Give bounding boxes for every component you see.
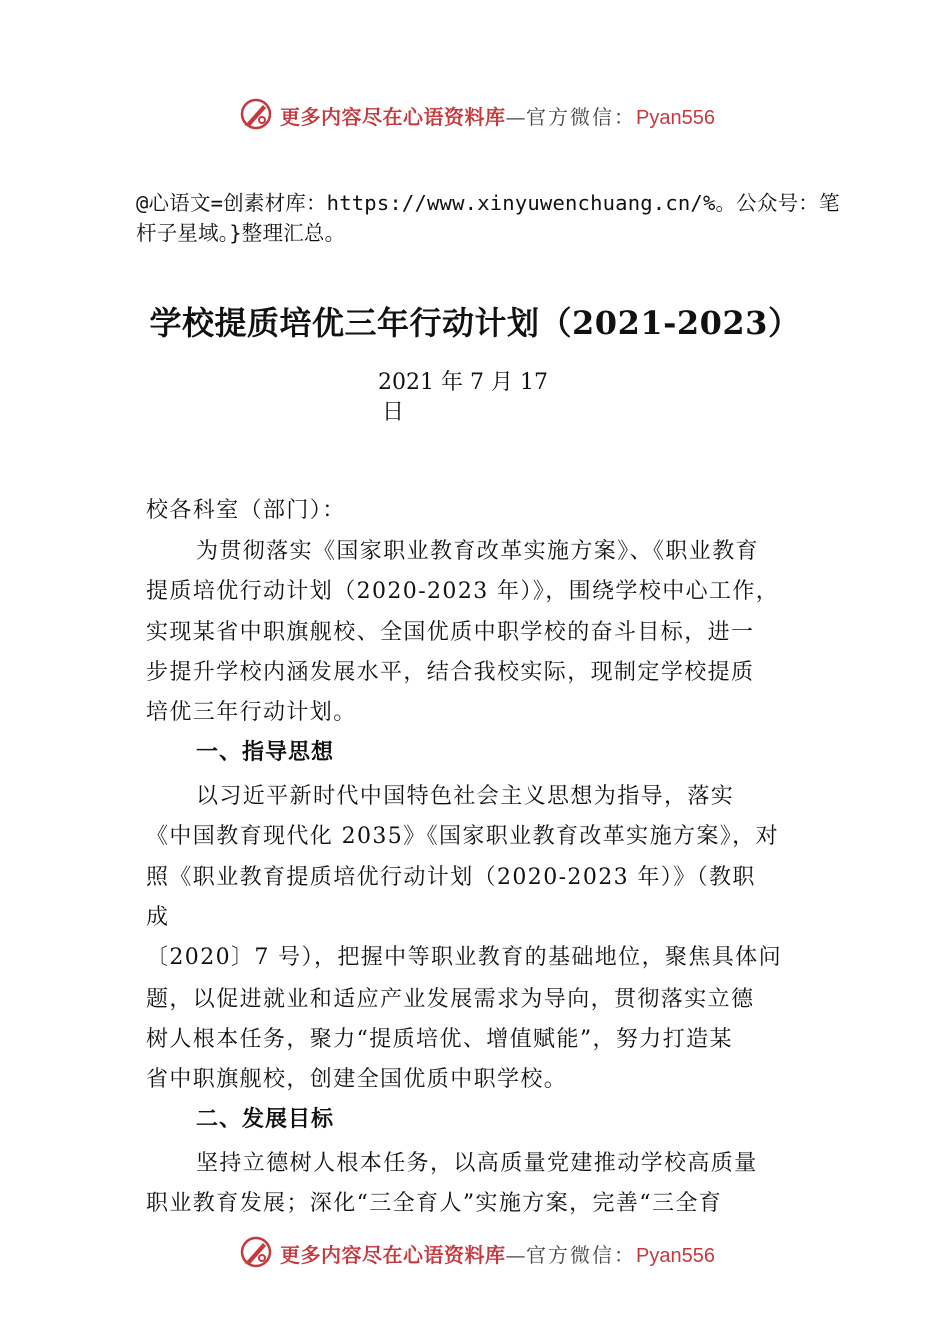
paragraph-line: 步提升学校内涵发展水平，结合我校实际，现制定学校提质 [146, 660, 755, 685]
banner-wechat-id: Pyan556 [636, 107, 715, 129]
banner-text [280, 1239, 715, 1268]
paragraph-line: 为贯彻落实《国家职业教育改革实施方案》、《职业教育 [196, 539, 760, 564]
pen-nib-logo-icon [238, 96, 274, 132]
document-date [378, 368, 558, 428]
banner-dash: — [505, 105, 526, 129]
paragraph-line: 省中职旗舰校，创建全国优质中职学校。 [146, 1067, 568, 1092]
paragraph-line: 《中国教育现代化 2035》《国家职业教育改革实施方案》，对 [146, 824, 779, 849]
paragraph-line: 提质培优行动计划（2020-2023 年）》，围绕学校中心工作， [146, 579, 780, 604]
paragraph-line: 题，以促进就业和适应产业发展需求为导向，贯彻落实立德 [146, 987, 755, 1012]
header-banner [0, 96, 950, 132]
paragraph-line: 实现某省中职旗舰校、全国优质中职学校的奋斗目标，进一 [146, 620, 755, 645]
banner-main-text: 更多内容尽在心语资料库 [280, 1243, 506, 1267]
date-line-2: 日 [382, 400, 405, 425]
paragraph-line: 照《职业教育提质培优行动计划（2020-2023 年）》（教职 [146, 865, 756, 890]
banner-text [280, 101, 715, 130]
footer-banner [0, 1234, 950, 1270]
document-title: 学校提质培优三年行动计划（2021-2023） [149, 304, 801, 342]
banner-wechat-id: Pyan556 [636, 1245, 715, 1267]
salutation: 校各科室（部门）： [146, 498, 346, 523]
paragraph-line: 〔2020〕7 号），把握中等职业教育的基础地位，聚焦具体问 [146, 945, 782, 970]
source-note: @心语文=创素材库：https://www.xinyuwenchuang.cn/%。公众号：笔杆子星域。}整理汇总。 [136, 191, 840, 245]
paragraph-line: 职业教育发展；深化“三全育人”实施方案，完善“三全育 [146, 1191, 723, 1216]
paragraph-line: 树人根本任务，聚力“提质培优、增值赋能”，努力打造某 [146, 1027, 733, 1052]
banner-main-text: 更多内容尽在心语资料库 [280, 105, 506, 129]
section-heading: 一、指导思想 [196, 740, 335, 765]
banner-wechat-label: 官方微信： [526, 1243, 636, 1267]
paragraph-line: 成 [146, 905, 170, 930]
date-line-1: 2021 年 7 月 17 [378, 370, 548, 395]
banner-dash: — [505, 1243, 526, 1267]
paragraph-line: 培优三年行动计划。 [146, 700, 357, 725]
section-heading: 二、发展目标 [196, 1107, 335, 1132]
pen-nib-logo-icon [238, 1234, 274, 1270]
paragraph-line: 坚持立德树人根本任务，以高质量党建推动学校高质量 [196, 1151, 758, 1176]
paragraph-line: 以习近平新时代中国特色社会主义思想为指导，落实 [196, 784, 735, 809]
banner-wechat-label: 官方微信： [526, 105, 636, 129]
